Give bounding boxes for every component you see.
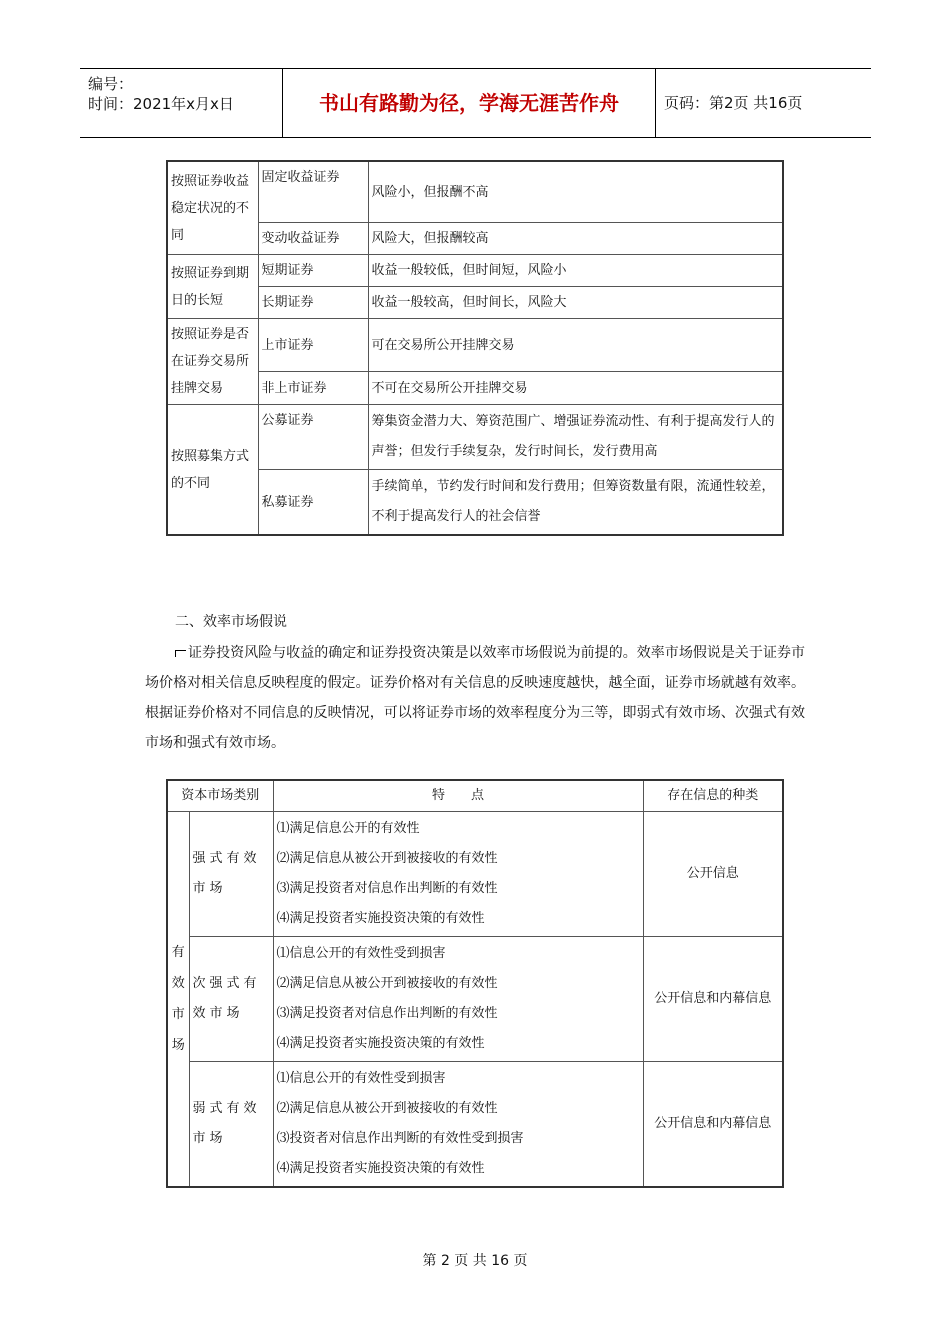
table-row [167,405,783,470]
market-name-cell: 强式有效市场 [189,812,273,937]
feature-item: ⑵满足信息从被公开到被接收的有效性 [276,1101,498,1116]
info-type-cell: 公开信息和内幕信息 [643,937,783,1062]
feature-item: ⑵满足信息从被公开到被接收的有效性 [276,851,498,866]
type-cell: 长期证券 [258,287,368,319]
category-cell: 按照证券是否在证券交易所挂牌交易 [167,319,258,405]
desc-cell: 手续简单，节约发行时间和发行费用；但筹资数量有限，流通性较差，不利于提高发行人的社会信誉 [368,470,783,536]
features-cell [273,1062,643,1188]
desc-cell: 风险大，但报酬较高 [368,223,783,255]
feature-item: ⑴满足信息公开的有效性 [276,821,420,836]
table-row [167,470,783,536]
desc-cell: 可在交易所公开挂牌交易 [368,319,783,372]
table-row [167,812,783,937]
header-number-label: 编号： [88,75,134,93]
table-row [167,319,783,372]
header-time-label: 时间：2021年x月x日 [88,95,234,113]
info-type-cell: 公开信息 [643,812,783,937]
header-motto: 书山有路勤为径，学海无涯苦作舟 [283,69,656,137]
desc-cell: 收益一般较高，但时间长，风险大 [368,287,783,319]
header-left-cell [80,69,283,137]
efficient-market-table [166,779,784,1188]
market-name-cell: 次强式有效市场 [189,937,273,1062]
feature-item: ⑶满足投资者对信息作出判断的有效性 [276,1006,498,1021]
header-cell: 存在信息的种类 [643,780,783,812]
type-cell: 变动收益证券 [258,223,368,255]
desc-cell: 筹集资金潜力大、筹资范围广、增强证券流动性、有利于提高发行人的声誉；但发行手续复杂，发行时间长，发行费用高 [368,405,783,470]
table-row [167,161,783,223]
feature-item: ⑵满足信息从被公开到被接收的有效性 [276,976,498,991]
table-row [167,255,783,287]
feature-item: ⑷满足投资者实施投资决策的有效性 [276,1161,485,1176]
market-name-cell: 弱式有效市场 [189,1062,273,1188]
feature-item: ⑶满足投资者对信息作出判断的有效性 [276,881,498,896]
table-row [167,1062,783,1188]
group-label-cell: 有效市场 [167,812,189,1188]
table-row [167,223,783,255]
features-cell [273,812,643,937]
table-row [167,372,783,405]
header-cell: 特 点 [273,780,643,812]
desc-cell: 风险小，但报酬不高 [368,161,783,223]
header-page-info: 页码：第2页 共16页 [664,94,803,112]
type-cell: 上市证券 [258,319,368,372]
feature-item: ⑴信息公开的有效性受到损害 [276,1071,446,1086]
text-cursor-mark-icon [175,650,186,657]
table-row [167,287,783,319]
page-footer: 第 2 页 共 16 页 [422,1253,528,1269]
category-cell: 按照证券到期日的长短 [167,255,258,319]
type-cell: 公募证券 [258,405,368,470]
body-paragraph [145,638,805,758]
feature-item: ⑴信息公开的有效性受到损害 [276,946,446,961]
table-header-row [167,780,783,812]
category-cell: 按照募集方式的不同 [167,405,258,536]
feature-item: ⑷满足投资者实施投资决策的有效性 [276,911,485,926]
page-header [80,68,871,138]
type-cell: 固定收益证券 [258,161,368,223]
desc-cell: 收益一般较低，但时间短，风险小 [368,255,783,287]
feature-item: ⑷满足投资者实施投资决策的有效性 [276,1036,485,1051]
header-cell: 资本市场类别 [167,780,273,812]
type-cell: 私募证券 [258,470,368,536]
desc-cell: 不可在交易所公开挂牌交易 [368,372,783,405]
info-type-cell: 公开信息和内幕信息 [643,1062,783,1188]
feature-item: ⑶投资者对信息作出判断的有效性受到损害 [276,1131,524,1146]
type-cell: 短期证券 [258,255,368,287]
features-cell [273,937,643,1062]
category-cell: 按照证券收益稳定状况的不同 [167,161,258,255]
section-title: 二、效率市场假说 [175,614,287,630]
securities-classification-table [166,160,784,536]
type-cell: 非上市证券 [258,372,368,405]
paragraph-text: 证券投资风险与收益的确定和证券投资决策是以效率市场假说为前提的。效率市场假说是关于证券市场价格对相关信息反映程度的假定。证券价格对有关信息的反映速度越快，越全面，证券市场就越有效率。根据证券价格对不同信息的反映情况，可以将证券市场的效率程度分为三等，即弱式有效市场、次强式有效市场和强式有效市场。 [145,645,805,751]
table-row [167,937,783,1062]
